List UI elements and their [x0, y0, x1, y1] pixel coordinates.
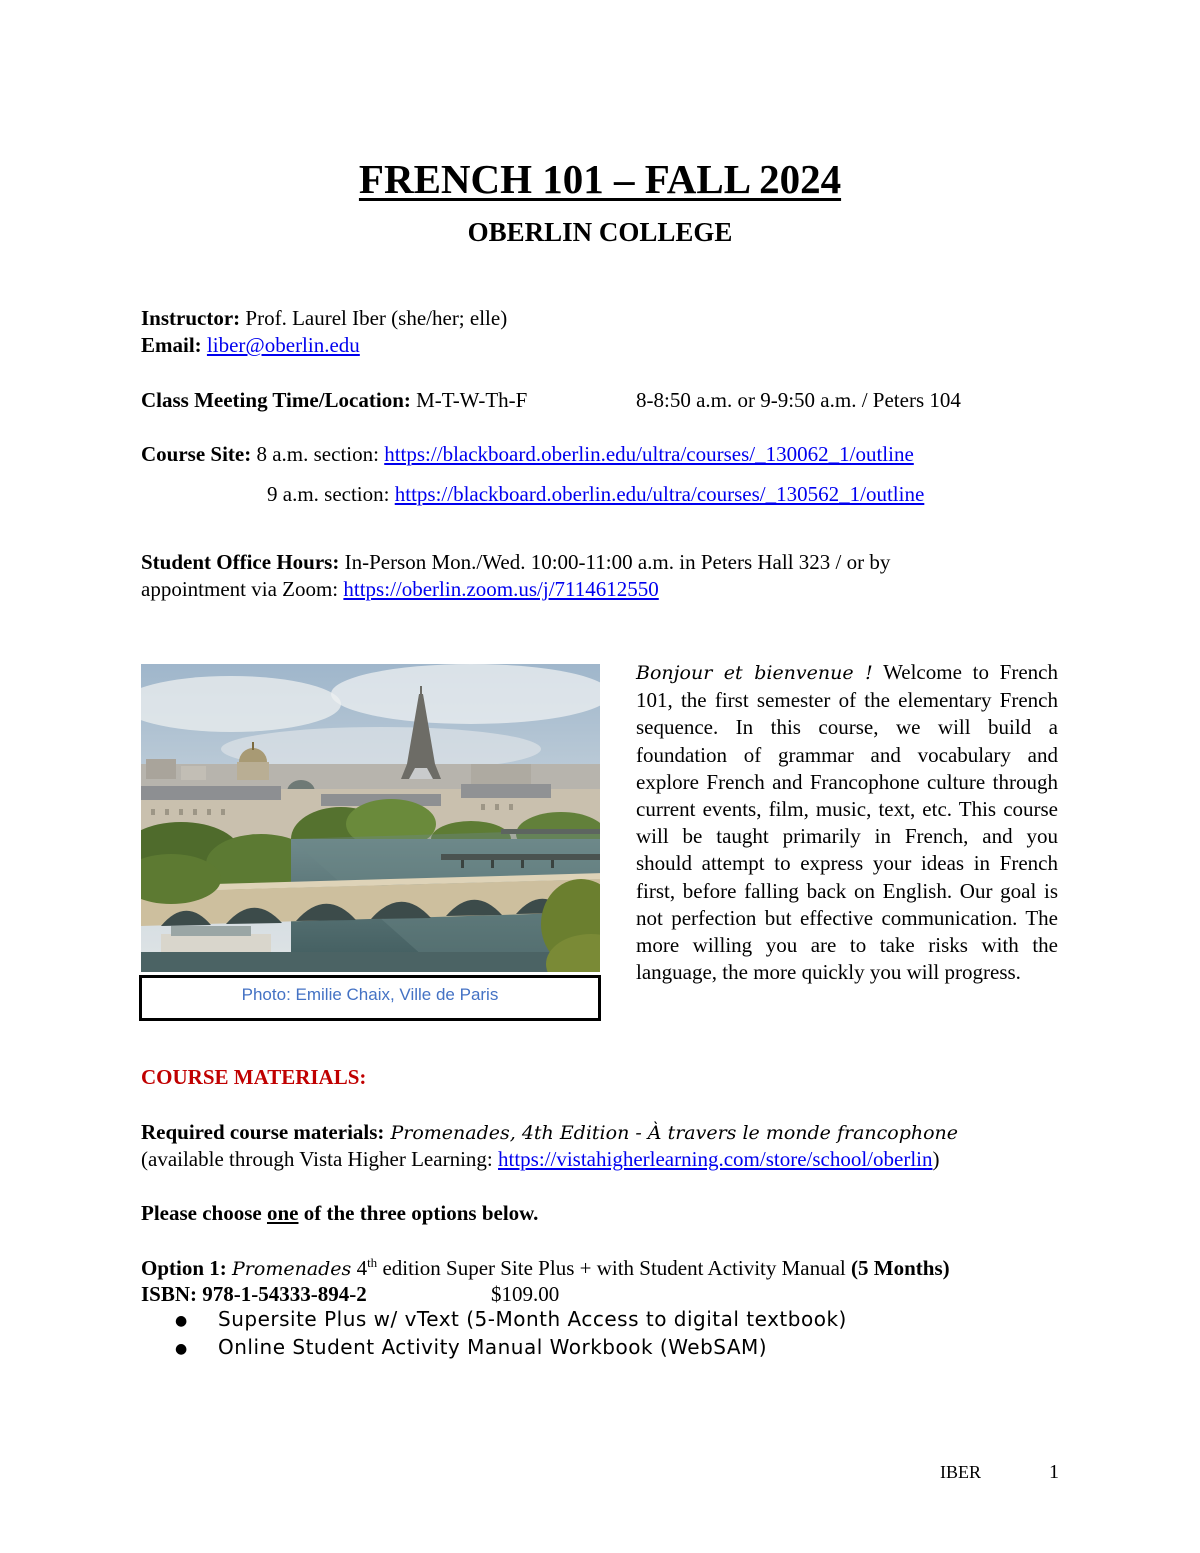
required-materials-line: [141, 1120, 958, 1145]
required-label: Required course materials:: [141, 1120, 385, 1144]
course-site-line: [141, 442, 914, 467]
meeting-label: Class Meeting Time/Location:: [141, 388, 411, 412]
course-site-label: Course Site:: [141, 442, 252, 466]
college-name: OBERLIN COLLEGE: [467, 217, 733, 247]
instructor-label: Instructor:: [141, 306, 241, 330]
photo-caption: Photo: Emilie Chaix, Ville de Paris: [241, 985, 499, 1004]
instructor-value: Prof. Laurel Iber (she/her; elle): [240, 306, 508, 330]
site-8-link[interactable]: https://blackboard.oberlin.edu/ultra/courses/_130062_1/outline: [384, 442, 914, 466]
isbn-line: [141, 1282, 367, 1307]
email-link[interactable]: liber@oberlin.edu: [206, 333, 360, 357]
paris-photo: [141, 664, 600, 972]
required-title: Promenades, 4th Edition - À travers le monde francophone: [384, 1122, 959, 1144]
bullet-icon: ●: [175, 1341, 188, 1357]
site-9-link[interactable]: https://blackboard.oberlin.edu/ultra/courses/_130562_1/outline: [394, 482, 925, 506]
available-suffix: ): [932, 1147, 940, 1171]
bullet-text: Supersite Plus w/ vText (5-Month Access to digital textbook): [218, 1307, 847, 1331]
meeting-line: [141, 388, 527, 413]
site-9-label: 9 a.m. section:: [267, 482, 395, 506]
site-8-label: 8 a.m. section:: [251, 442, 385, 466]
photo-caption-box: [139, 975, 601, 1021]
list-item: [175, 1335, 847, 1363]
isbn-label: ISBN: 978-1-54333-894-2: [141, 1282, 367, 1306]
choose-suffix: of the three options below.: [298, 1201, 539, 1225]
option1-edition-sup: th: [367, 1255, 378, 1270]
choose-one: one: [266, 1201, 299, 1225]
option1-price: $109.00: [491, 1282, 560, 1306]
course-materials-heading: COURSE MATERIALS:: [141, 1065, 367, 1089]
page-title: FRENCH 101 – FALL 2024: [358, 156, 842, 202]
option1-edition-num: 4: [351, 1256, 368, 1280]
course-site-9-line: [267, 482, 924, 507]
option1-rest: edition Super Site Plus + with Student Activity Manual: [377, 1256, 852, 1280]
welcome-paragraph: [636, 659, 1058, 986]
meeting-days: M-T-W-Th-F: [410, 388, 528, 412]
bullet-icon: ●: [175, 1313, 188, 1329]
meeting-time: 8-8:50 a.m. or 9-9:50 a.m. / Peters 104: [636, 388, 961, 412]
choose-line: [141, 1201, 538, 1226]
footer-name: IBER: [940, 1462, 982, 1482]
zoom-link[interactable]: https://oberlin.zoom.us/j/7114612550: [343, 577, 659, 601]
option1-label: Option 1:: [141, 1256, 227, 1280]
welcome-greeting: Bonjour et bienvenue !: [636, 662, 873, 684]
available-prefix: (available through Vista Higher Learning:: [141, 1147, 498, 1171]
welcome-text: Welcome to French 101, the first semester of the elementary French sequence. In this course, we will build a foundation of grammar and vocabulary and explore French and Francophone culture through current events, film, music, text, etc. This course will be taught primarily in French, and you should attempt to express your ideas in French first, before falling back on English. Our goal is not perfection but effective communication. The more willing you are to take risks with the language, the more quickly you will progress.: [636, 660, 1059, 985]
bullet-text: Online Student Activity Manual Workbook (WebSAM): [218, 1335, 768, 1359]
instructor-line: [141, 306, 507, 331]
office-hours-label: Student Office Hours:: [141, 550, 340, 574]
email-label: Email:: [141, 333, 202, 357]
list-item: [175, 1307, 847, 1335]
option1-title: Promenades: [232, 1258, 352, 1280]
available-line: [141, 1147, 940, 1172]
option1-duration: (5 Months): [851, 1256, 950, 1280]
option1-line: [141, 1255, 950, 1281]
email-line: [141, 333, 360, 358]
zoom-prefix: appointment via Zoom:: [141, 577, 344, 601]
office-hours-line: [141, 550, 890, 575]
office-hours-line-2: [141, 577, 659, 602]
option1-bullets: [175, 1307, 847, 1363]
page-number: 1: [1049, 1461, 1059, 1483]
vhl-store-link[interactable]: https://vistahigherlearning.com/store/school/oberlin: [498, 1147, 933, 1171]
choose-prefix: Please choose: [141, 1201, 267, 1225]
office-hours-value: In-Person Mon./Wed. 10:00-11:00 a.m. in Peters Hall 323 / or by: [339, 550, 891, 574]
